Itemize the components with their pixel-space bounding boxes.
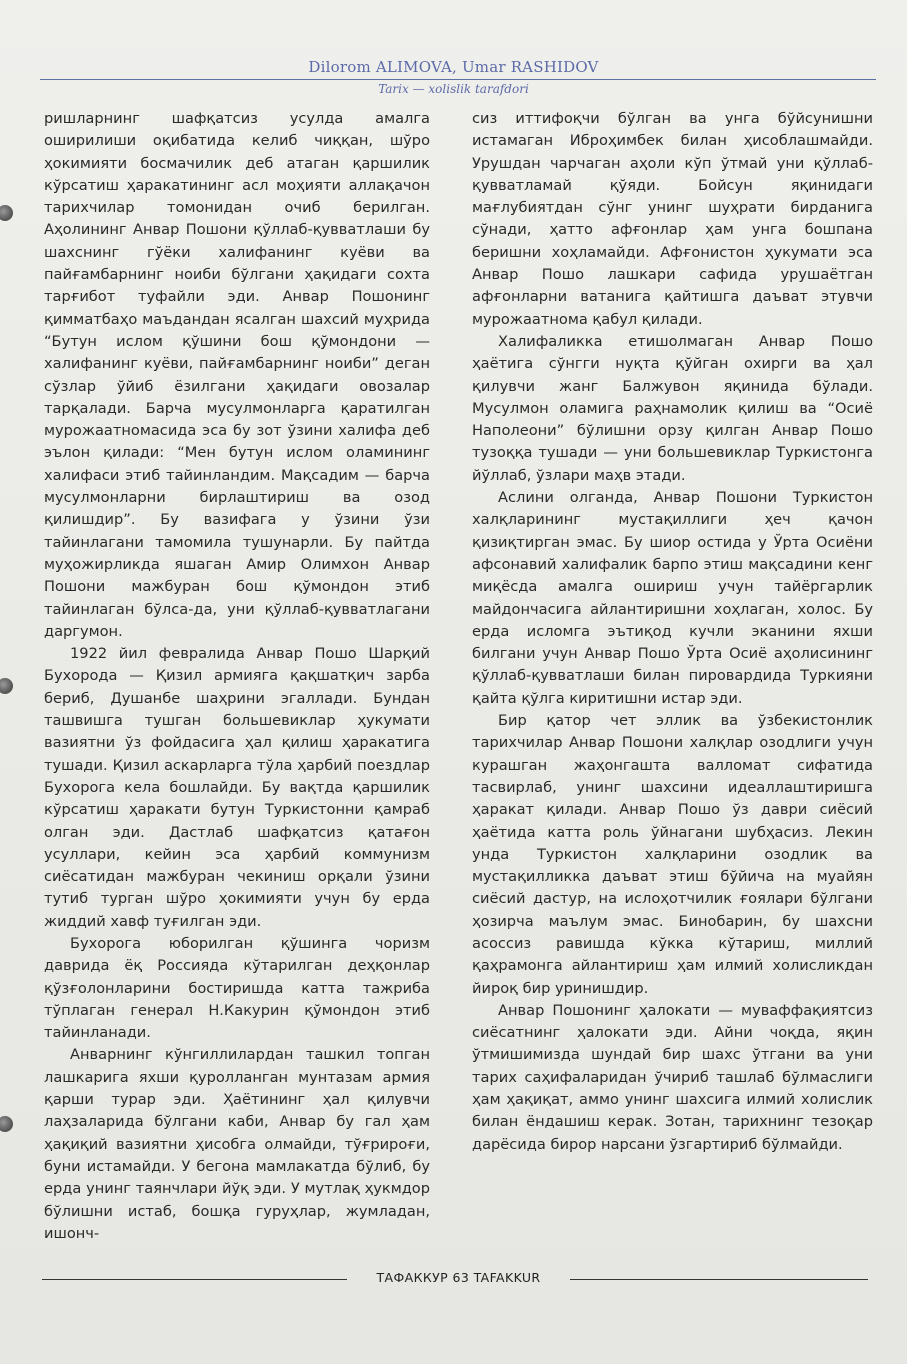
paragraph: Бир қатор чет эллик ва ўзбекистонлик тарихчилар Анвар Пошони халқлар озодлиги учун курашган жаҳонгашта валломат сифатида тасвирлаб, унинг шахсини идеаллаштиришга ҳаракат қилади. Анвар Пошо ўз даври сиёсий ҳаётида катта роль ўйнагани шубҳасиз. Лекин унда Туркистон халқларини озодлик ва мустақилликка даъват этиш бўйича на муайян сиёсий дастур, на ислоҳотчилик ғоялари бўлгани ҳозирча маълум эмас. Бинобарин, бу шахсни асоссиз равишда кўкка кўтариш, миллий қаҳрамонга айлантириш ҳам илмий холисликдан йироқ бир уринишдир. — [472, 712, 873, 997]
left-column — [44, 108, 430, 1245]
header-rule — [40, 79, 876, 80]
paragraph: Анварнинг кўнгиллилардан ташкил топган лашкарига яхши қуролланган мунтазам армия қарши турар эди. Ҳаётининг ҳал қилувчи лаҳзаларида бўлгани каби, Анвар бу гал ҳам ҳақиқий вазиятни ҳисобга олмайди, тўғрироғи, буни истамайди. У бегона мамлакатда бўлиб, бу ерда унинг таянчлари йўқ эди. У мутлақ ҳукмдор бўлишни истаб, бошқа гуруҳлар, жумладан, ишонч- — [44, 1046, 430, 1242]
footer-rule — [570, 1279, 868, 1280]
paragraph: Анвар Пошонинг ҳалокати — муваффақиятсиз сиёсатнинг ҳалокати эди. Айни чоқда, яқин ўтмишимизда шундай бир шахс ўтгани ва уни тарих саҳифаларидан ўчириб ташлаб бўлмаслиги ҳам ҳақиқат, аммо унинг шахсига илмий холислик билан ёндашиш керак. Зотан, тарихнинг тезоқар дарёсида бирор нарсани ўзгартириб бўлмайди. — [472, 1001, 873, 1153]
header-author: Dilorom ALIMOVA, Umar RASHIDOV — [308, 58, 599, 76]
right-column — [472, 108, 873, 1156]
paragraph: Бухорога юборилган қўшинга чоризм даврида ёқ Россияда кўтарилган деҳқонлар қўзғолонларини бостиришда катта тажриба тўплаган генерал Н.Какурин қўмондон этиб тайинланади. — [44, 934, 430, 1042]
footer-rule — [42, 1279, 347, 1280]
paragraph: Халифаликка етишолмаган Анвар Пошо ҳаётига сўнгги нуқта қўйган охирги ва ҳал қилувчи жанг Балжувон яқинида бўлади. Мусулмон оламига раҳнамолик қилиш ва “Осиё Наполеони” бўлишни орзу қилган Анвар Пошо тузоққа тушади — уни большевиклар Туркистонга йўллаб, ўзлари маҳв этади. — [472, 332, 873, 484]
page-number-footer: ТАФАККУР 63 TAFAKKUR — [376, 1270, 541, 1285]
paragraph: Аслини олганда, Анвар Пошони Туркистон халқларининг мустақиллиги ҳеч қачон қизиқтирган эмас. Бу шиор остида у Ўрта Осиёни афсонавий халифалик барпо этиш мақсадини кенг миқёсда амалга ошириш учун тайёргарлик майдончасига айлантиришни хоҳлаган, холос. Бу ерда исломга эътиқод кучли эканини яхши билгани учун Анвар Пошо Ўрта Осиё аҳолисининг қўллаб-қувватлаши билан пировардида Туркияни қайта қўлга киритишни истар эди. — [472, 489, 873, 707]
paragraph: 1922 йил февралида Анвар Пошо Шарқий Бухорода — Қизил армияга қақшатқич зарба бериб, Душанбе шаҳрини эгаллади. Бундан ташвишга тушган большевиклар ҳукумати вазиятни ўз фойдасига ҳал қилиш ҳаракатига тушади. Қизил аскарларга тўла ҳарбий поездлар Бухорога кела бошлайди. Бу вақтда қаршилик кўрсатиш ҳаракати бутун Туркистонни қамраб олган эди. Дастлаб шафқатсиз қатағон усуллари, кейин эса ҳарбий коммунизм сиёсатидан мажбуран чекиниш орқали ўзини тутиб турган шўро ҳокимияти учун бу ерда жиддий хавф туғилган эди. — [44, 645, 430, 930]
paragraph: сиз иттифоқчи бўлган ва унга бўйсунишни истамаган Иброҳимбек билан ҳисоблашмайди. Урушдан чарчаган аҳоли кўп ўтмай уни қўллаб-қувватламай қўяди. Бойсун яқинидаги мағлубиятдан сўнг унинг шуҳрати бирданига сўнади, ҳатто афғонлар ҳам унга бошпана беришни хоҳламайди. Афғонистон ҳукумати эса Анвар Пошо лашкари сафида урушаётган афғонларни ватанига қайтишга даъват этувчи мурожаатнома қабул қилади. — [472, 110, 873, 328]
paragraph: ришларнинг шафқатсиз усулда амалга оширилиши оқибатида келиб чиққан, шўро ҳокимияти босмачилик деб атаган қаршилик кўрсатиш ҳаракатининг асл моҳияти аллақачон тарихчилар томонидан очиб берилган. Аҳолининг Анвар Пошони қўллаб-қувватлаши бу шахснинг гўёки халифанинг куёви ва пайғамбарнинг ноиби бўлгани ҳақидаги сохта тарғибот туфайли эди. Анвар Пошонинг қимматбаҳо маъдандан ясалган шахсий муҳрида “Бутун ислом қўшини бош қўмондони — халифанинг куёви, пайғамбарнинг ноиби” деган сўзлар ўйиб ёзилгани ҳақидаги овозалар тарқалади. Барча мусулмонларга қаратилган мурожаатномасида эса бу зот ўзини халифа деб эълон қилади: “Мен бутун ислом оламининг халифаси этиб тайинландим. Мақсадим — барча мусулмонларни бирлаштириш ва озод қилишдир”. Бу вазифага у ўзини ўзи тайинлагани тамомила тушунарли. Бу пайтда муҳожирликда яшаган Амир Олимхон Анвар Пошони мажбуран бош қўмондон этиб тайинлаган бўлса-да, уни қўллаб-қувватлагани даргумон. — [44, 110, 430, 640]
header-subtitle: Tarix — xolislik tarafdori — [378, 82, 529, 96]
